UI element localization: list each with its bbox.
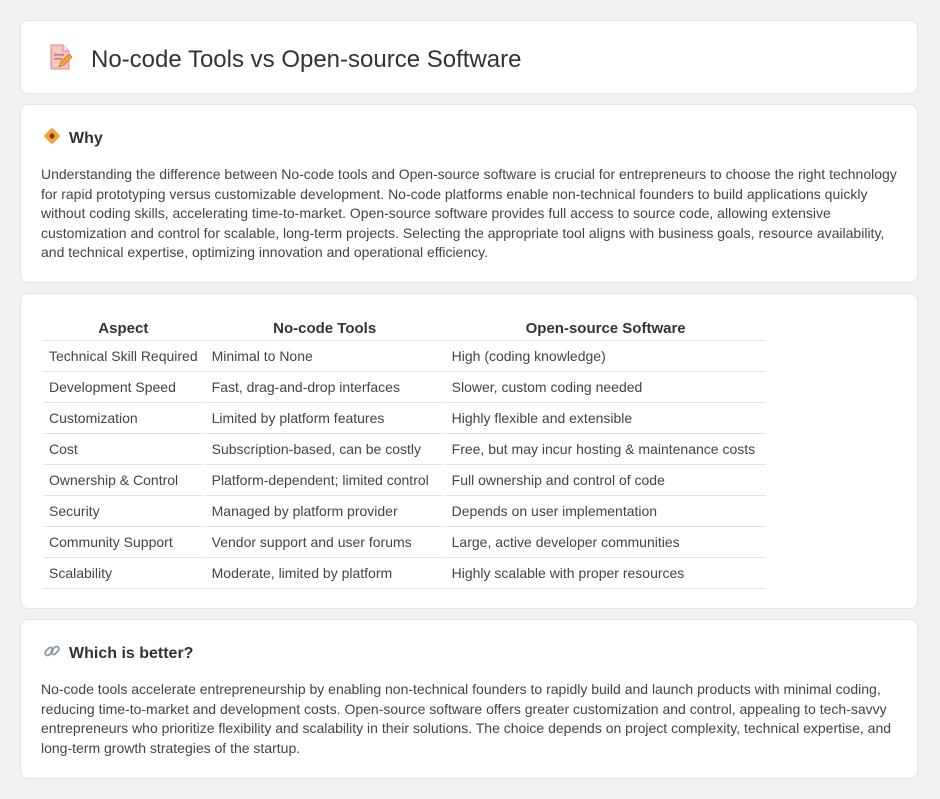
why-body: Understanding the difference between No-code tools and Open-source software is crucial for entrepreneurs to choose the right technology for rapid prototyping versus customizable development. No-code platforms enable non-technical founders to build applications quickly without coding skills, accelerating time-to-market. Open-source software provides full access to source code, allowing extensive customization and control for scalable, long-term projects. Selecting the appropriate tool aligns with business goals, resource availability, and technical expertise, optimizing innovation and operational efficiency. xyxy=(41,166,897,261)
aspect-cell: Development Speed xyxy=(43,372,204,403)
table-row xyxy=(43,434,766,465)
link-icon xyxy=(43,642,61,665)
open-source-cell: Highly flexible and extensible xyxy=(446,403,766,434)
aspect-cell: Customization xyxy=(43,403,204,434)
table-header-row xyxy=(43,314,766,341)
no-code-cell: Moderate, limited by platform xyxy=(206,558,444,589)
why-heading-row xyxy=(43,127,103,150)
header-aspect: Aspect xyxy=(43,314,204,341)
open-source-cell: Slower, custom coding needed xyxy=(446,372,766,403)
better-body: No-code tools accelerate entrepreneurship by enabling non-technical founders to rapidly build and launch products with minimal coding, reducing time-to-market and development costs. Open-source software offers greater customization and control, appealing to tech-savvy entrepreneurs who prioritize flexibility and scalability in their solutions. The choice depends on project complexity, technical expertise, and long-term growth strategies of the startup. xyxy=(41,681,892,756)
comparison-table xyxy=(41,314,768,589)
header-open-source: Open-source Software xyxy=(446,314,766,341)
open-source-cell: Highly scalable with proper resources xyxy=(446,558,766,589)
no-code-cell: Fast, drag-and-drop interfaces xyxy=(206,372,444,403)
aspect-cell: Ownership & Control xyxy=(43,465,204,496)
aspect-cell: Community Support xyxy=(43,527,204,558)
title-row xyxy=(47,43,521,76)
table-row xyxy=(43,558,766,589)
table-row xyxy=(43,527,766,558)
no-code-cell: Minimal to None xyxy=(206,341,444,372)
open-source-cell: Large, active developer communities xyxy=(446,527,766,558)
no-code-cell: Limited by platform features xyxy=(206,403,444,434)
table-row xyxy=(43,341,766,372)
document-pencil-icon xyxy=(47,43,73,76)
aspect-cell: Cost xyxy=(43,434,204,465)
open-source-cell: Depends on user implementation xyxy=(446,496,766,527)
open-source-cell: High (coding knowledge) xyxy=(446,341,766,372)
aspect-cell: Technical Skill Required xyxy=(43,341,204,372)
no-code-cell: Subscription-based, can be costly xyxy=(206,434,444,465)
comparison-card xyxy=(20,293,918,609)
page-title: No-code Tools vs Open-source Software xyxy=(91,45,522,73)
table-row xyxy=(43,496,766,527)
table-row xyxy=(43,403,766,434)
why-card xyxy=(20,104,918,283)
aspect-cell: Scalability xyxy=(43,558,204,589)
better-heading-row xyxy=(43,642,193,665)
better-heading: Which is better? xyxy=(69,644,194,662)
aspect-cell: Security xyxy=(43,496,204,527)
no-code-cell: Platform-dependent; limited control xyxy=(206,465,444,496)
table-row xyxy=(43,465,766,496)
header-no-code: No-code Tools xyxy=(206,314,444,341)
no-code-cell: Vendor support and user forums xyxy=(206,527,444,558)
why-heading: Why xyxy=(69,129,103,147)
diamond-sign-icon xyxy=(43,127,61,150)
table-row xyxy=(43,372,766,403)
which-better-card xyxy=(20,619,918,779)
open-source-cell: Full ownership and control of code xyxy=(446,465,766,496)
open-source-cell: Free, but may incur hosting & maintenance costs xyxy=(446,434,766,465)
title-card xyxy=(20,20,918,94)
no-code-cell: Managed by platform provider xyxy=(206,496,444,527)
